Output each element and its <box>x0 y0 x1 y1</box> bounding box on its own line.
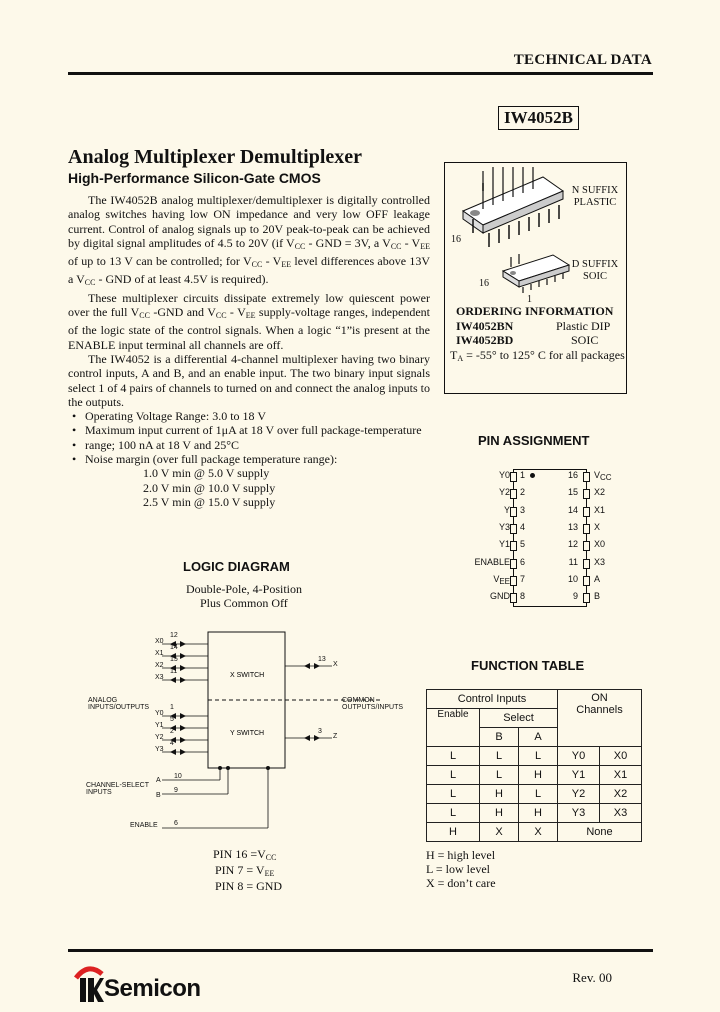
pin-name-right: X0 <box>594 539 606 550</box>
logic-subtitle-1: Double-Pole, 4-Position <box>186 582 302 596</box>
pin-name-left: ENABLE <box>474 556 510 567</box>
pin-stub <box>510 507 517 517</box>
soic-pin1-label: 1 <box>527 294 532 305</box>
pin-number-left: 6 <box>520 556 526 567</box>
y-input-pin: 4 <box>170 740 174 747</box>
pin-stub <box>583 541 590 551</box>
pin-number-right: 10 <box>567 573 578 584</box>
pin-stub <box>510 559 517 569</box>
b-header: B <box>480 728 519 747</box>
pin-stub <box>510 541 517 551</box>
pin-name-left: Y0 <box>498 470 510 480</box>
pin-name-left: Y1 <box>498 539 510 550</box>
d-suffix-label: D SUFFIX SOIC <box>571 259 619 282</box>
pin-name-left: Y3 <box>498 521 510 532</box>
channel-select-label: CHANNEL-SELECT INPUTS <box>86 782 150 796</box>
function-table <box>426 689 642 842</box>
common-label: COMMON OUTPUTS/INPUTS <box>342 697 404 711</box>
y-input-label: Y0 <box>155 710 164 717</box>
select-header: Select <box>480 709 558 728</box>
z-output-label: Z <box>333 733 338 740</box>
pin-number-left: 8 <box>520 591 526 602</box>
noise-margin-3: 2.5 V min @ 15.0 V supply <box>143 494 276 509</box>
x-input-pin: 12 <box>170 632 178 639</box>
y-input-label: Y1 <box>155 722 164 729</box>
z-output-pin: 3 <box>318 728 322 735</box>
pin-number-left: 3 <box>520 504 526 515</box>
page-title: Analog Multiplexer Demultiplexer <box>68 146 363 168</box>
pin-number-left: 2 <box>520 487 526 498</box>
on-channels-header: ON Channels <box>558 690 642 747</box>
order-pkg-2: SOIC <box>571 333 599 347</box>
pin-stub <box>583 472 590 482</box>
company-logo: Semicon <box>74 964 201 1004</box>
a-input-pin: 10 <box>174 773 182 780</box>
function-table-title: FUNCTION TABLE <box>471 658 585 673</box>
ik-logo-icon <box>74 964 104 1004</box>
y-input-label: Y3 <box>155 746 164 753</box>
pin-name-left: GND <box>490 591 510 602</box>
pin-name-right: X3 <box>594 556 606 567</box>
pin-assignment-title: PIN ASSIGNMENT <box>478 433 590 448</box>
order-part-2: IW4052BD <box>456 333 514 347</box>
paragraph-3: The IW4052 is a differential 4-channel multiplexer having two binary control inputs, A and B, and an enable input. The two binary input signals select 1 of 4 pairs of channels to turned on and connect the analog inputs to the outputs. <box>68 351 430 409</box>
pin-name-right: A <box>594 573 601 584</box>
n-suffix-label: N SUFFIX PLASTIC <box>571 185 619 208</box>
x-input-label: X2 <box>155 662 164 669</box>
dip-pin16-label: 16 <box>451 234 461 245</box>
logic-diagram-title: LOGIC DIAGRAM <box>183 559 290 574</box>
pin-stub <box>510 593 517 603</box>
control-inputs-header: Control Inputs <box>427 690 558 709</box>
b-input-pin: 9 <box>174 787 178 794</box>
x-input-label: X3 <box>155 674 164 681</box>
x-switch-label: X SWITCH <box>230 672 265 679</box>
pin-number-right: 15 <box>567 487 578 498</box>
table-row: H X X None <box>427 823 642 842</box>
bottom-rule <box>68 949 653 952</box>
x-input-pin: 14 <box>170 644 178 651</box>
enable-pin: 6 <box>174 820 178 827</box>
logic-diagram-svg <box>80 628 420 838</box>
list-item: • range; 100 nA at 18 V and 25°C <box>85 438 430 452</box>
y-switch-label: Y SWITCH <box>230 730 265 737</box>
pin-stub <box>583 524 590 534</box>
pin-number-left: 4 <box>520 521 526 532</box>
y-input-pin: 5 <box>170 716 174 723</box>
pin-stub <box>510 472 517 482</box>
a-header: A <box>519 728 558 747</box>
pin-number-right: 11 <box>568 556 578 567</box>
pin-notes: PIN $16 =V_{CC}$ PIN $7 = V_{EE}$ PIN 8 = GND <box>213 847 283 893</box>
description <box>68 193 430 509</box>
pin-stub <box>583 507 590 517</box>
pin-stub <box>583 559 590 569</box>
analog-label: ANALOG INPUTS/OUTPUTS <box>88 697 150 711</box>
pin-stub <box>583 489 590 499</box>
y-input-label: Y2 <box>155 734 164 741</box>
pin-number-right: 9 <box>572 591 578 602</box>
enable-header: Enable <box>427 709 480 747</box>
pin-name-right: X <box>594 521 601 532</box>
pin-stub <box>583 593 590 603</box>
y-input-pin: 2 <box>170 728 174 735</box>
pin-number-right: 12 <box>567 539 578 550</box>
feature-list <box>68 409 430 466</box>
noise-margin-1: 1.0 V min @ 5.0 V supply <box>143 466 270 481</box>
y-input-pin: 1 <box>170 704 174 711</box>
table-row: L L L Y0 X0 <box>427 747 642 766</box>
pin-number-left: 7 <box>520 573 526 584</box>
page-subtitle: High-Performance Silicon-Gate CMOS <box>68 170 321 186</box>
paragraph-2: These multiplexer circuits dissipate extremely low quiescent power over the full $V_{CC}$ -GND and $V_{CC} - V_{EE}$ supply-voltage ranges, independent of the logic state of the control signals. When a logic “1”is present at the ENABLE input terminal all channels are off. <box>68 290 430 352</box>
x-input-label: X0 <box>155 638 164 645</box>
pin-stub <box>510 489 517 499</box>
enable-label: ENABLE <box>130 822 158 829</box>
pin-name-right: B <box>594 591 601 602</box>
temp-range: $T_A = -55^\circ$ to 125° C for all packages <box>450 348 625 363</box>
pin-stub <box>583 576 590 586</box>
x-input-pin: 15 <box>170 656 178 663</box>
pin-name-left: Y <box>503 504 510 515</box>
top-rule <box>68 72 653 75</box>
part-number-box: IW4052B <box>498 106 579 130</box>
pin-name-right: X1 <box>594 504 606 515</box>
noise-margin-2: 2.0 V min @ 10.0 V supply <box>143 480 276 495</box>
ordering-title: ORDERING INFORMATION <box>456 304 614 318</box>
logic-subtitle-2: Plus Common Off <box>200 596 288 610</box>
list-item: • Operating Voltage Range: 3.0 to 18 V <box>85 409 430 423</box>
x-input-pin: 11 <box>170 668 178 675</box>
pin-name-left: VEE <box>493 573 510 586</box>
paragraph-1: The IW4052B analog multiplexer/demultiplexer is digitally controlled analog switches having low ON impedance and very low OFF leakage current. Control of analog signals up to 20V peak-to-peak can be achieved by digital signal amplitudes of 4.5 to 20V (if $V_{CC}$ - GND = 3V, a $V_{CC} - V_{EE}$ of up to 13 V can be controlled; for $V_{CC} - V_{EE}$ level differences above 13V a $V_{CC}$ - GND of at least 4.5V is required). <box>68 193 431 288</box>
table-row: L H H Y3 X3 <box>427 804 642 823</box>
x-output-pin: 13 <box>318 656 326 663</box>
function-legend: H = high level L = low level X = don’t care <box>426 848 496 890</box>
x-input-label: X1 <box>155 650 164 657</box>
pin-name-left: Y2 <box>498 487 510 498</box>
table-row: L L H Y1 X1 <box>427 766 642 785</box>
order-pkg-1: Plastic DIP <box>556 319 611 333</box>
pin-number-right: 16 <box>567 470 578 480</box>
pin-name-right: VCC <box>594 470 612 482</box>
a-input-label: A <box>156 777 161 784</box>
pin-number-left: 5 <box>520 539 526 550</box>
header-label: TECHNICAL DATA <box>513 52 652 68</box>
package-drawings-icon <box>453 167 573 307</box>
b-input-label: B <box>156 792 161 799</box>
pin-number-left: 1 <box>520 470 526 480</box>
pin-number-right: 13 <box>567 521 578 532</box>
order-part-1: IW4052BN <box>456 319 514 333</box>
x-output-label: X <box>333 661 338 668</box>
soic-pin16-label: 16 <box>479 278 489 289</box>
pin-number-right: 14 <box>567 504 578 515</box>
pin-name-right: X2 <box>594 487 606 498</box>
revision: Rev. 00 <box>572 970 612 985</box>
pin-stub <box>510 576 517 586</box>
list-item: • Noise margin (over full package temperature range): <box>85 452 430 466</box>
pin1-dot-icon <box>530 473 535 478</box>
pin-stub <box>510 524 517 534</box>
list-item: • Maximum input current of 1μA at 18 V over full package-temperature <box>85 423 430 437</box>
table-row: L H L Y2 X2 <box>427 785 642 804</box>
